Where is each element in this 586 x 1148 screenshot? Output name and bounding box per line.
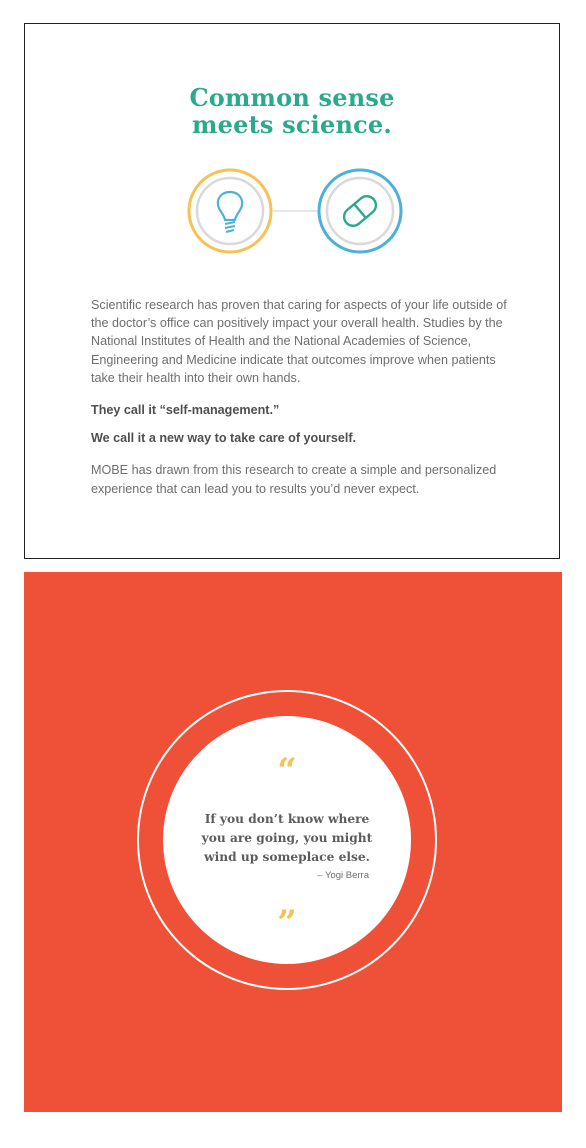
quote-text <box>187 810 387 867</box>
pill-icon <box>319 170 401 252</box>
mobe-paragraph: MOBE has drawn from this research to create a simple and personalized experience that can lead you to results you’d never expect. <box>91 463 497 496</box>
headline <box>25 84 559 138</box>
lightbulb-icon <box>189 170 271 252</box>
headline-line-1: Common sense <box>189 83 395 112</box>
headline-line-2: meets science. <box>192 110 392 139</box>
self-management-line: They call it “self-management.” <box>91 403 280 418</box>
quote-disc <box>163 716 411 964</box>
icon-row-graphic <box>185 166 405 256</box>
quote-attribution: – Yogi Berra <box>317 870 369 881</box>
new-way-line: We call it a new way to take care of yourself. <box>91 431 357 446</box>
close-quote-icon: ” <box>277 903 297 943</box>
icon-row <box>185 166 405 256</box>
quote-line-2: you are going, you might <box>201 831 373 845</box>
open-quote-icon: “ <box>277 751 297 791</box>
quote-line-3: wind up someplace else. <box>204 850 370 864</box>
quote-card <box>24 572 562 1112</box>
intro-card <box>24 23 560 559</box>
research-paragraph: Scientific research has proven that caring for aspects of your life outside of the doctor’s office can positively impact your overall health. Studies by the National Institutes of Health and the National Academies of Science, Engineering and Medicine indicate that outcomes improve when patients take their health into their own hands. <box>91 298 507 385</box>
body-copy <box>91 296 521 498</box>
quote-line-1: If you don’t know where <box>204 812 370 826</box>
